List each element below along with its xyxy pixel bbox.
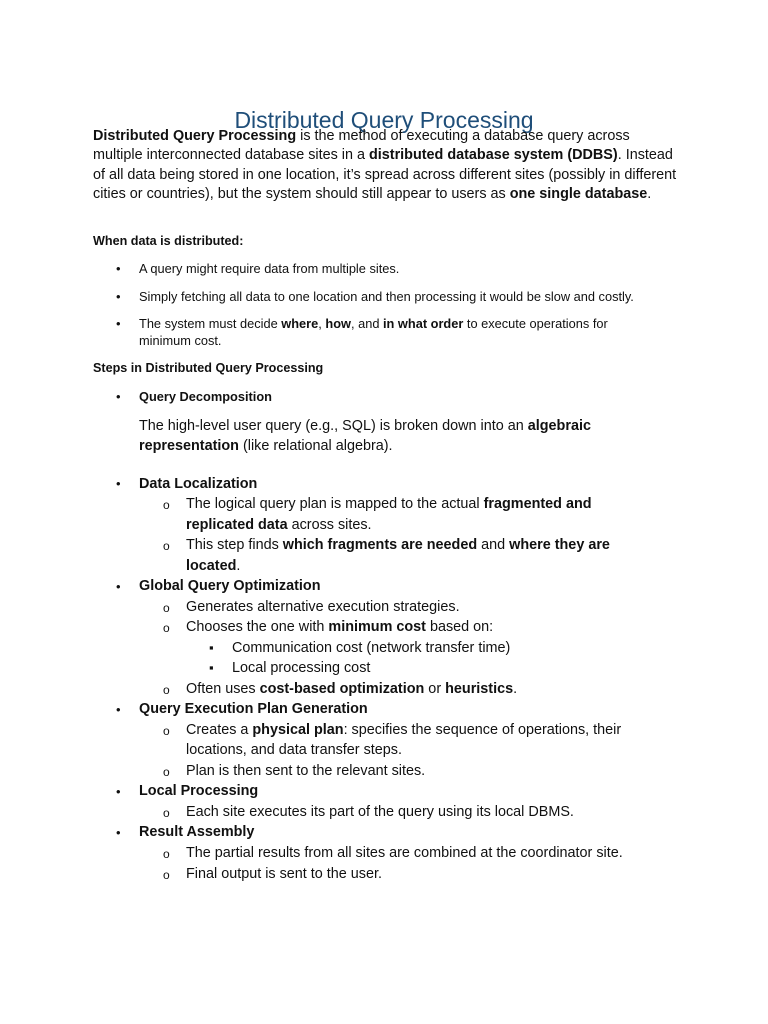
bullet-square — [209, 638, 214, 658]
step-1-bold: algebraic — [527, 418, 591, 434]
step-3-subitem-1: Communication cost (network transfer time) — [232, 640, 511, 656]
bullet-circle — [163, 536, 170, 556]
step-1-text: (like relational algebra). — [238, 438, 393, 454]
bullet-square — [209, 658, 214, 678]
step-3-title: Global Query Optimization — [139, 578, 321, 594]
step-4-text: Creates a — [186, 722, 253, 738]
step-3-text: or — [424, 681, 446, 697]
step-2-title: Data Localization — [139, 476, 258, 492]
step-3-text: Chooses the one with — [186, 619, 329, 635]
steps-heading: Steps in Distributed Query Processing — [93, 361, 324, 375]
step-2-bold: where they are — [509, 537, 610, 553]
intro-text: is the method of executing a database query across multiple interconnected database sites in a — [93, 128, 630, 164]
step-2-bold: replicated data — [186, 517, 288, 533]
intro-bold-single: one single database — [509, 185, 648, 202]
intro-text-2: . Instead of all data being stored in one location, it’s spread across different sites (possibly in different cities or countries), but the system should still appear to users as — [93, 147, 677, 202]
step-2-item-2-cont — [186, 556, 240, 577]
bullet-disc — [116, 700, 121, 720]
bullet-disc — [116, 474, 121, 494]
when-heading: When data is distributed: — [93, 234, 244, 248]
when-item-3-text: , — [318, 316, 326, 331]
bullet-circle — [163, 680, 170, 700]
step-2-bold: which fragments are needed — [282, 537, 478, 553]
bullet-disc — [116, 782, 121, 802]
step-3-text: based on: — [425, 619, 494, 635]
step-1-desc — [139, 416, 591, 437]
when-item-3-text: to execute operations for — [463, 316, 608, 331]
step-4-bold: physical plan — [252, 722, 344, 738]
intro-text-3: . — [647, 185, 652, 202]
when-item-2: Simply fetching all data to one location and then processing it would be slow and costly. — [139, 289, 634, 304]
step-4-text: : specifies the sequence of operations, their — [343, 722, 622, 738]
when-item-3-text: , and — [350, 316, 383, 331]
step-5-title: Local Processing — [139, 783, 259, 799]
step-6-title: Result Assembly — [139, 824, 255, 840]
step-2-text: This step finds — [186, 537, 283, 553]
bullet-circle — [163, 618, 170, 638]
step-1-title: Query Decomposition — [139, 389, 272, 404]
step-2-text: The logical query plan is mapped to the actual — [186, 496, 484, 512]
bullet-disc — [116, 259, 121, 279]
page-title: Distributed Query Processing — [234, 107, 534, 134]
bullet-disc — [116, 577, 121, 597]
intro-bold-term: Distributed Query Processing — [93, 128, 297, 144]
intro-bold-ddbs: distributed database system (DDBS) — [369, 147, 618, 164]
when-item-3-cont: minimum cost. — [139, 333, 222, 348]
bullet-circle — [163, 762, 170, 782]
step-3-bold: heuristics — [445, 681, 514, 697]
step-1-text: The high-level user query (e.g., SQL) is broken down into an — [139, 418, 528, 434]
step-3-item-3 — [186, 679, 517, 700]
when-item-3-where: where — [281, 316, 319, 331]
step-4-title: Query Execution Plan Generation — [139, 701, 368, 717]
bullet-circle — [163, 865, 170, 885]
step-4-item-1-cont: locations, and data transfer steps. — [186, 742, 402, 758]
bullet-disc — [116, 823, 121, 843]
step-2-text: and — [477, 537, 510, 553]
step-1-bold: representation — [139, 438, 239, 454]
step-4-item-1 — [186, 720, 621, 741]
step-1-desc-cont — [139, 436, 393, 457]
bullet-circle — [163, 844, 170, 864]
step-2-bold: located — [186, 558, 237, 574]
when-item-1: A query might require data from multiple sites. — [139, 261, 400, 276]
step-6-item-1: The partial results from all sites are combined at the coordinator site. — [186, 845, 623, 861]
step-3-item-2 — [186, 617, 493, 638]
step-2-text: . — [236, 558, 241, 574]
bullet-circle — [163, 495, 170, 515]
bullet-disc — [116, 314, 121, 334]
bullet-circle — [163, 598, 170, 618]
when-item-3 — [139, 315, 608, 333]
step-2-bold: fragmented and — [483, 496, 592, 512]
step-3-bold: cost-based optimization — [259, 681, 425, 697]
step-3-text: . — [513, 681, 518, 697]
step-2-text: across sites. — [287, 517, 372, 533]
when-item-3-order: in what order — [383, 316, 464, 331]
step-6-item-2: Final output is sent to the user. — [186, 866, 382, 882]
bullet-circle — [163, 803, 170, 823]
step-2-item-1-cont — [186, 515, 372, 536]
step-3-text: Often uses — [186, 681, 260, 697]
intro-paragraph — [93, 127, 683, 204]
bullet-circle — [163, 721, 170, 741]
step-4-item-2: Plan is then sent to the relevant sites. — [186, 763, 426, 779]
step-5-item-1: Each site executes its part of the query using its local DBMS. — [186, 804, 574, 820]
step-3-item-1: Generates alternative execution strategies. — [186, 599, 460, 615]
bullet-disc — [116, 387, 121, 407]
step-3-subitem-2: Local processing cost — [232, 660, 371, 676]
step-2-item-2 — [186, 535, 610, 556]
when-item-3-text: The system must decide — [139, 316, 282, 331]
bullet-disc — [116, 287, 121, 307]
step-2-item-1 — [186, 494, 592, 515]
when-item-3-how: how — [325, 316, 351, 331]
step-3-bold: minimum cost — [328, 619, 426, 635]
